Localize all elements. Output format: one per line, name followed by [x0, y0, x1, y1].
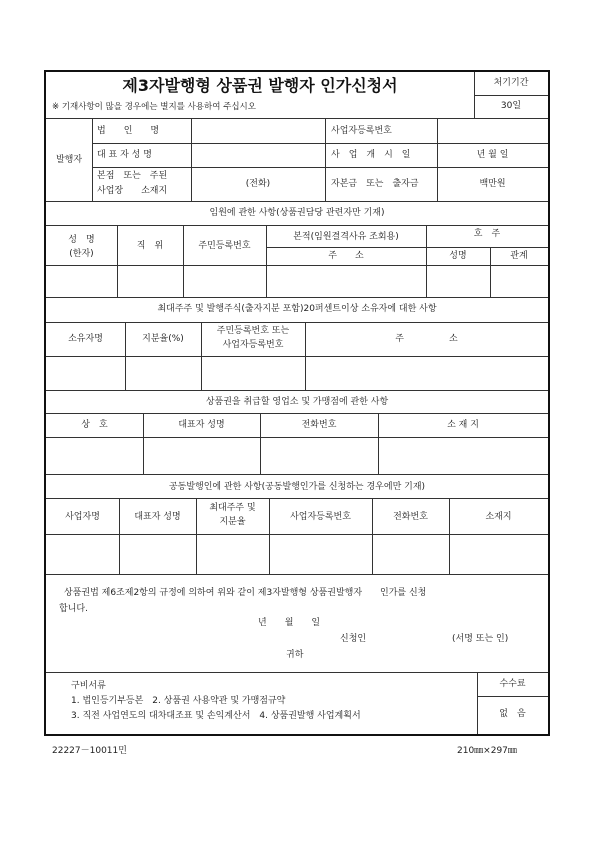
officer-head-name-header: 성명	[449, 251, 467, 261]
border-right	[548, 70, 550, 736]
owner-address-field[interactable]	[308, 359, 545, 387]
capital-label: 자본금 또는 출자금	[331, 179, 419, 189]
officer-head-header: 호 주	[473, 229, 501, 239]
owner-name-field[interactable]	[49, 359, 122, 387]
hq-phone-label[interactable]: (전화)	[245, 179, 271, 189]
documents-title: 구비서류	[71, 681, 106, 691]
officer-rrn-field[interactable]	[186, 268, 263, 294]
store-location-field[interactable]	[381, 440, 545, 471]
coissuer-section-header: 공동발행인에 관한 사항(공동발행인가를 신청하는 경우에만 기재)	[168, 482, 426, 492]
owner-address-header: 주 소	[395, 334, 458, 344]
officer-relation-header: 관계	[510, 251, 528, 261]
owner-id-field[interactable]	[204, 359, 302, 387]
start-date-value[interactable]: 년 월 일	[476, 150, 509, 160]
processing-period-label: 처기기간	[493, 78, 529, 88]
declaration-date[interactable]: 년 월 일	[258, 618, 321, 628]
page-title: 제3자발행형 상품권 발행자 인가신청서	[122, 76, 398, 95]
corp-name-label: 법 인 명	[97, 126, 160, 136]
officer-name-header-line2: (한자)	[69, 249, 94, 259]
store-location-header: 소 재 지	[447, 420, 479, 430]
rep-name-label: 대 표 자 성 명	[97, 150, 152, 160]
owner-id-header-line1: 주민등록번호 또는	[216, 326, 290, 336]
ratio-header: 지분율(%)	[142, 334, 184, 344]
rep-name-field[interactable]	[194, 146, 322, 164]
corp-name-field[interactable]	[194, 122, 322, 140]
coissuer-phone-header: 전화번호	[393, 512, 428, 522]
coissuer-name-field[interactable]	[49, 537, 116, 571]
instruction-note: ※ 기재사항이 많을 경우에는 별지를 사용하여 주십시오	[52, 102, 256, 112]
store-name-header: 상 호	[81, 420, 108, 430]
coissuer-holder-header-line1: 최대주주 및	[209, 503, 256, 513]
officer-position-header: 직 위	[136, 241, 164, 251]
fee-value: 없 음	[499, 709, 526, 719]
coissuer-holder-header-line2: 지분율	[219, 517, 246, 527]
biz-reg-no-field[interactable]	[440, 122, 546, 140]
paper-size: 210㎜×297㎜	[457, 746, 517, 756]
officers-section-header: 임원에 관한 사항(상품권담당 관련자만 기재)	[209, 208, 385, 218]
start-date-label: 사 업 개 시 일	[331, 150, 411, 160]
coissuer-bizno-header: 사업자등록번호	[290, 512, 351, 522]
hq-address-label-line2: 사업장 소재지	[97, 186, 168, 196]
coissuer-name-header: 사업자명	[65, 512, 100, 522]
store-phone-header: 전화번호	[301, 420, 337, 430]
officer-address-field[interactable]	[269, 268, 423, 294]
officer-address-header: 주 소	[328, 251, 364, 261]
issuer-section-label: 발행자	[55, 155, 83, 165]
owner-header: 소유자명	[68, 334, 103, 344]
coissuer-rep-field[interactable]	[122, 537, 193, 571]
hq-address-label-line1: 본점 또는 주된	[97, 171, 168, 181]
applicant-label: 신청인	[340, 634, 367, 644]
shareholders-section-header: 최대주주 및 발행주식(출자지분 포함)20퍼센트이상 소유자에 대한 사항	[157, 304, 437, 314]
documents-line1: 1. 법인등기부등본 2. 상품권 사용약관 및 가맹점규약	[71, 696, 286, 706]
signature-label[interactable]: (서명 또는 인)	[452, 634, 509, 644]
officer-position-field[interactable]	[120, 268, 180, 294]
declaration-text-line1: 상품권법 제6조제2항의 규정에 의하여 위와 같이 제3자발행형 상품권발행자 인가를 신청	[64, 588, 427, 598]
documents-line2: 3. 직전 사업연도의 대차대조표 및 손익계산서 4. 상품권발행 사업계획서	[71, 711, 361, 721]
coissuer-holder-field[interactable]	[199, 537, 266, 571]
declaration-text-line2: 합니다.	[59, 604, 88, 614]
addressee-label: 귀하	[286, 650, 304, 660]
processing-period-value: 30일	[500, 101, 522, 111]
store-rep-header: 대표자 성명	[178, 420, 225, 430]
coissuer-phone-field[interactable]	[375, 537, 446, 571]
form-number: 22227－10011민	[52, 746, 127, 756]
officer-domicile-header: 본적(임원결격사유 조회용)	[293, 232, 399, 242]
coissuer-rep-header: 대표자 성명	[134, 512, 181, 522]
fee-label: 수수료	[499, 679, 526, 689]
store-rep-field[interactable]	[146, 440, 257, 471]
coissuer-location-field[interactable]	[452, 537, 545, 571]
biz-reg-no-label: 사업자등록번호	[331, 126, 392, 136]
officer-name-header-line1: 성 명	[68, 235, 95, 245]
store-name-field[interactable]	[49, 440, 140, 471]
stores-section-header: 상품권을 취급할 영업소 및 가맹점에 관한 사항	[205, 397, 389, 407]
officer-rrn-header: 주민등록번호	[198, 241, 251, 251]
coissuer-bizno-field[interactable]	[272, 537, 369, 571]
owner-id-header-line2: 사업자등록번호	[222, 340, 284, 350]
coissuer-location-header: 소재지	[485, 512, 512, 522]
owner-ratio-field[interactable]	[128, 359, 198, 387]
store-phone-field[interactable]	[263, 440, 375, 471]
officer-name-field[interactable]	[49, 268, 114, 294]
border-bottom	[44, 734, 550, 736]
capital-value[interactable]: 백만원	[479, 179, 506, 189]
